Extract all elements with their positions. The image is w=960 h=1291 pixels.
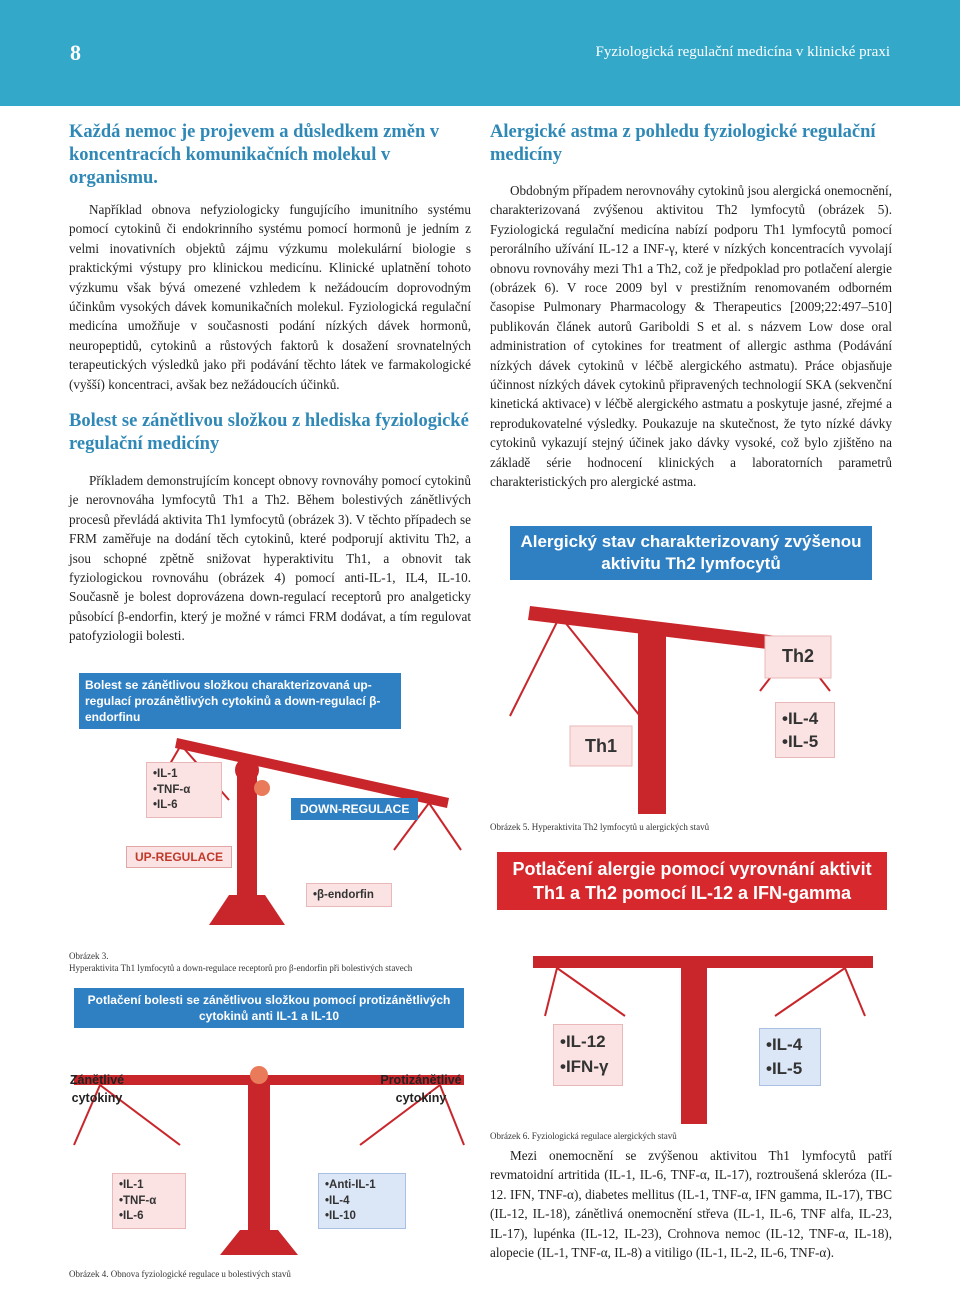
figure-4-left-box: [112, 1173, 186, 1229]
scale-string-right-2: [429, 803, 461, 850]
figure-3-caption-line2: Hyperaktivita Th1 lymfocytů a down-regulace receptorů pro β-endorfin při bolestivých stavech: [69, 963, 413, 973]
cytokine-item: •IL-6: [119, 1210, 144, 1222]
scale-string-left: [545, 968, 557, 1016]
paragraph-intro: Například obnova nefyziologicky fungujícího imunitního systému pomocí cytokinů či endokrinního systému pomocí hormonů je jedním z velmi inovativních objektů zájmu výzkumu molekulární biologie s praktickými výstupy pro klinickou medicínu. Klinické uplatnění tohoto výzkumu však bývá omezené vzhledem k nežádoucím doprovodným účinkům vysokých dávek komunikačních molekul. Fyziologická regulační medicína umožňuje v současnosti podání nízkých dávek hormonů, neuropeptidů, cytokinů a růstových faktorů k dosažení srovnatelných terapeutických výsledků jako při podávání těchto látek ve farmakologické (vyšší) koncentraci, avšak bez nežádoucích účinků.: [69, 202, 471, 392]
figure-3-caption-line1: Obrázek 3.: [69, 951, 109, 961]
cytokine-item: •TNF-α: [153, 783, 191, 796]
scale-base: [209, 895, 285, 925]
scale-post: [638, 622, 666, 814]
running-title: Fyziologická regulační medicína v klinické praxi: [595, 44, 890, 60]
figure-6: [485, 846, 897, 1124]
figure-4-caption: Obrázek 4. Obnova fyziologické regulace u bolestivých stavů: [69, 1269, 291, 1279]
figure-3-caption: [69, 950, 471, 974]
scale-post: [237, 765, 257, 895]
heading-allergic-asthma: Alergické astma z pohledu fyziologické regulační medicíny: [490, 122, 876, 165]
scale-pivot: [235, 758, 259, 782]
cytokine-item: •IL-6: [153, 799, 178, 811]
figure-6-caption: Obrázek 6. Fyziologická regulace alergických stavů: [490, 1131, 677, 1141]
paragraph-th1-diseases: Mezi onemocnění se zvýšenou aktivitou Th1 lymfocytů patří revmatoidní artritida (IL-1, IL-6, TNF-α, IL-17), roztroušená skleróza (IL-12. IFN, TNF-α), diabetes mellitus (IL-1, TNF-α, IFN gamma, IL-17), TBC (IL-12, IL-18), zánětlivá onemocnění střeva (IL-1, IL-6, TNF alfa, IL-23, IL-17), lupénka (IL-12, IL-23), Crohnova nemoc (IL-12, TNF-α, IL-18), alopecie (IL-1, TNF-α, IL-8) a vitiligo (IL-1, IL-2, IL-6, TNF-α).: [490, 1148, 892, 1261]
scale-string-left-2: [557, 968, 625, 1016]
figure-3-cytokine-box: [146, 762, 222, 818]
figure-4-banner: Potlačení bolesti se zánětlivou složkou pomocí protizánětlivých cytokinů anti IL-1 a IL-10: [74, 988, 464, 1028]
happy-face-icon: [250, 1066, 268, 1084]
anti-inflammatory-cytokines-label: Protizánětlivé cytokiny: [380, 1073, 462, 1105]
figure-3: [69, 670, 471, 938]
inflammatory-cytokines-label: Zánětlivé cytokiny: [69, 1073, 125, 1105]
sad-face-icon: [254, 780, 270, 796]
cytokine-item: •IL-5: [766, 1059, 803, 1078]
cytokine-item: •Anti-IL-1: [325, 1179, 376, 1191]
figure-6-right-box: [759, 1028, 821, 1086]
cytokine-item: •IL-12: [560, 1032, 606, 1051]
paragraph-asthma: Obdobným případem nerovnováhy cytokinů jsou alergická onemocnění, charakterizovaná zvýšenou aktivitou Th2 lymfocytů (obrázek 5). Fyziologická regulační medicína nabízí podporu Th1 lymfocytů pomocí perorálního užívání IL-12 a INF-γ, které v nízkých koncentracích vyvolají obnovu rovnováhy mezi Th1 a Th2, což je předpoklad pro potlačení alergie (obrázek 6). V roce 2009 byl v prestižním renomovaném odborném časopise Pulmonary Pharmacology & Therapeutics [2009;22:497–510] publikován článek autorů Gariboldi S et al. s názvem Low dose oral administration of cytokines for treatment of allergic asthma (Podávání nízkých dávek cytokinů v léčbě alergického astmatu). Práce objasňuje účinnost nízkých dávek cytokinů připravených technologií SKA (sekvenční kinetická aktivace) v léčbě alergického astmatu a poskytuje jasné, zřejmé a reprodukovatelné výsledky. Poukazuje na skutečnost, že tyto nízké dávky cytokinů vykazují stejný účinek jako dávky vysoké, což bylo zjištěno na základě série hodnocení klinických a laboratorních parametrů charakteristických pro alergické astma.: [490, 183, 892, 490]
figure-4-right-box: [318, 1173, 406, 1229]
cytokine-item: •IL-5: [782, 732, 819, 751]
scale-post: [248, 1083, 270, 1233]
heading-pain: Bolest se zánětlivou složkou z hlediska fyziologické regulační medicíny: [69, 411, 469, 454]
up-regulation-label: UP-REGULACE: [126, 846, 232, 868]
heading-each-disease: Každá nemoc je projevem a důsledkem změn v koncentracích komunikačních molekul v organismu.: [69, 122, 440, 188]
scale-string-right: [775, 968, 845, 1016]
figure-5-banner: Alergický stav charakterizovaný zvýšenou aktivitu Th2 lymfocytů: [510, 526, 872, 580]
down-regulation-label: DOWN-REGULACE: [291, 798, 418, 820]
figure-5: [490, 516, 892, 814]
endorphin-box: •β-endorfin: [306, 883, 392, 907]
scale-base: [220, 1230, 298, 1255]
figure-5-cytokine-box: [775, 702, 835, 758]
figure-5-caption: Obrázek 5. Hyperaktivita Th2 lymfocytů u alergických stavů: [490, 822, 710, 832]
figure-4: [60, 985, 478, 1261]
cytokine-item: •IL-1: [119, 1179, 144, 1191]
figure-6-banner: Potlačení alergie pomocí vyrovnání aktivit Th1 a Th2 pomocí IL-12 a IFN-gamma: [497, 852, 887, 910]
figure-6-left-box: [553, 1024, 623, 1086]
cytokine-item: •IL-1: [153, 768, 178, 780]
cytokine-item: •IL-10: [325, 1210, 356, 1222]
scale-post: [681, 956, 707, 1124]
cytokine-item: •IL-4: [325, 1194, 350, 1207]
cytokine-item: •IL-4: [782, 709, 819, 728]
cytokine-item: •TNF-α: [119, 1194, 157, 1207]
page-number: 8: [70, 40, 81, 65]
scale-string-left: [510, 616, 560, 716]
paragraph-pain: Příkladem demonstrujícím koncept obnovy rovnováhy pomocí cytokinů je nerovnováha lymfocytů Th1 a Th2. Během bolestivých zánětlivých procesů převládá aktivita Th1 lymfocytů (obrázek 3). V těchto případech se FRM zaměřuje na dodání těch cytokinů, které podporují aktivitu Th2, a jsou schopné zpětně snižovat hyperaktivitu Th1, a obnovit tak fyziologickou rovnováhu (obrázek 4) pomocí anti-IL-1, IL4, IL-10. Současně je bolest doprovázena down-regulací receptorů pro analgeticky působící β-endorfin, který je možné v rámci FRM dodávat, a tím regulovat patofyziologii bolesti.: [69, 473, 471, 644]
th1-label: Th1: [584, 736, 618, 756]
figure-3-banner: Bolest se zánětlivou složkou charakterizovaná up-regulací prozánětlivých cytokinů a down-regulací β-endorfinu: [79, 673, 401, 729]
scale-string-right-2: [845, 968, 865, 1016]
cytokine-item: •IFN-γ: [560, 1057, 609, 1076]
page-header: [0, 0, 960, 106]
cytokine-item: •IL-4: [766, 1035, 803, 1054]
th2-label: Th2: [781, 646, 815, 666]
